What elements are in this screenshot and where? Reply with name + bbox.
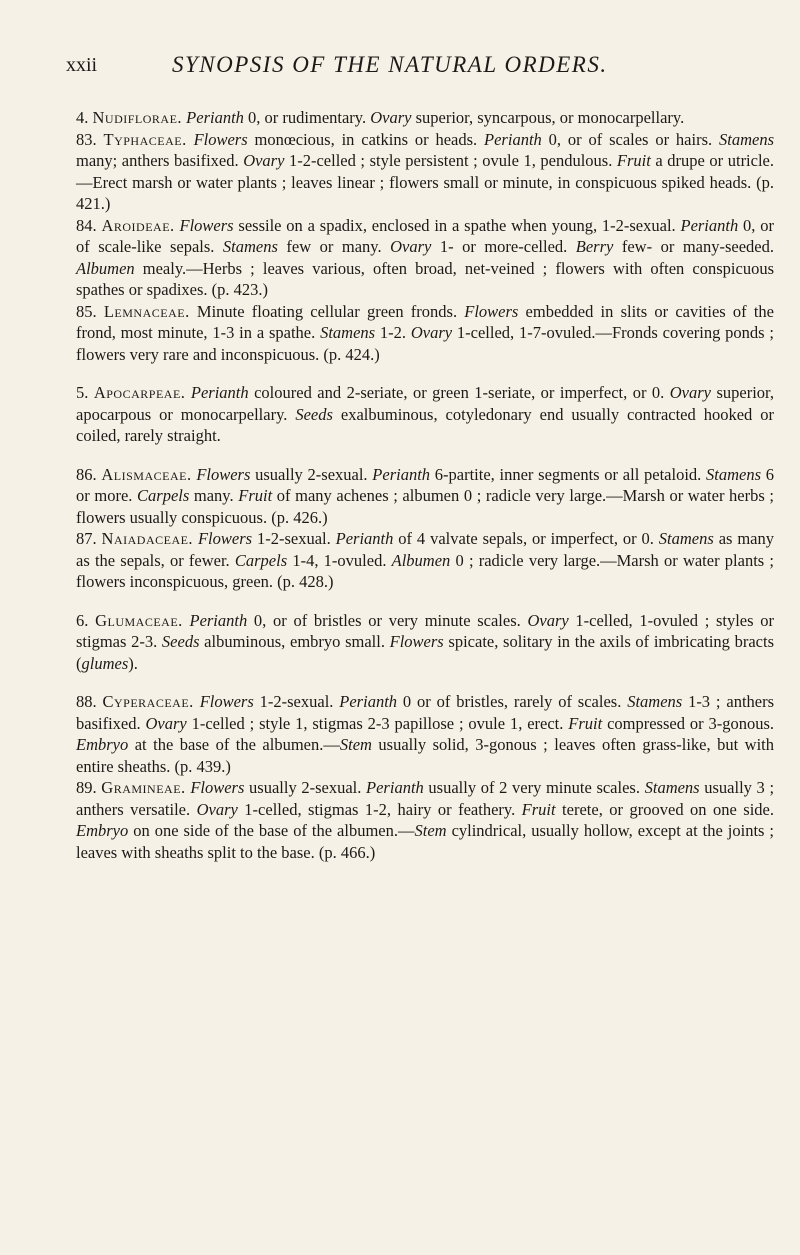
italic-term: Ovary [527, 610, 569, 630]
section-gap [76, 447, 774, 464]
italic-term: Flowers [464, 301, 519, 321]
italic-term: Stem [339, 735, 372, 754]
description-text: 1-3 ; anthers basifixed. [76, 692, 775, 733]
description-text: 1-celled ; style 1, stigmas 2-3 papillose ; ovule 1, erect. [186, 713, 569, 733]
italic-term: Stamens [627, 692, 683, 711]
order-entry [76, 107, 774, 129]
description-text: 6-partite, inner segments or all petaloid. [430, 464, 707, 484]
description-text: on one side of the base of the albumen.— [128, 821, 415, 840]
order-entry [76, 301, 774, 366]
order-entry [76, 528, 774, 593]
order-name: Apocarpeae. [93, 383, 186, 402]
description-text: few or many. [277, 237, 391, 256]
description-text: usually of 2 very minute scales. [423, 778, 645, 797]
order-name: Lemnaceae. [103, 301, 190, 321]
entry-number: 4. [76, 108, 89, 127]
description-text: ). [128, 653, 138, 673]
order-name: Cyperaceae. [102, 692, 194, 711]
italic-term: Fruit [616, 151, 651, 170]
italic-term: Stamens [719, 129, 774, 149]
order-name: Glumaceae. [95, 610, 183, 630]
italic-term: Flowers [190, 778, 245, 797]
description-text: coloured and 2-seriate, or green 1-seriate, or imperfect, or 0. [248, 383, 670, 402]
description-text: 1-celled, stigmas 1-2, hairy or feathery. [237, 799, 522, 819]
description-text: exalbuminous, cotyledonary end usually contracted hooked or coiled, rarely straight. [76, 404, 774, 445]
italic-term: Carpels [234, 550, 288, 570]
italic-term: Ovary [196, 799, 238, 819]
description-text: sessile on a spadix, enclosed in a spathe when young, 1-2-sexual. [233, 215, 681, 235]
description-text: Minute floating cellular green fronds. [196, 301, 465, 321]
italic-term: Carpels [137, 486, 190, 505]
order-entry [76, 129, 774, 215]
description-text: superior, apocarpous or monocarpellary. [76, 383, 774, 424]
italic-term: Perianth [484, 129, 542, 149]
italic-term: Flowers [199, 692, 254, 711]
entry-number: 86. [76, 464, 97, 484]
italic-term: Perianth [190, 383, 249, 402]
description-text: embedded in slits or cavities of the frond, most minute, 1-3 in a spathe. [76, 301, 775, 342]
description-text: albuminous, embryo small. [199, 632, 390, 651]
description-text: 1-2-sexual. [253, 692, 340, 711]
order-name: Naiadaceae. [101, 529, 194, 548]
description-text: a drupe or utricle.—Erect marsh or water plants ; leaves linear ; flowers small or minute, in conspicuous spiked heads. (p. 421.) [76, 151, 774, 213]
italic-term: Albumen [391, 550, 451, 570]
italic-term: Ovary [243, 151, 285, 170]
order-name: Aroideae. [101, 215, 175, 235]
order-entry [76, 215, 774, 301]
entry-number: 6. [76, 610, 89, 630]
italic-term: Perianth [186, 108, 244, 127]
italic-term: Embryo [76, 735, 129, 754]
order-entry [76, 464, 774, 529]
italic-term: Stem [414, 821, 447, 840]
order-name: Typhaceae. [103, 129, 187, 149]
description-text: compressed or 3-gonous. [602, 713, 774, 733]
section-gap [76, 593, 774, 610]
italic-term: Ovary [370, 108, 412, 127]
italic-term: Seeds [295, 404, 333, 424]
description-text: monœcious, in catkins or heads. [247, 129, 485, 149]
description-text: usually 2-sexual. [250, 464, 373, 484]
italic-term: glumes [81, 653, 129, 673]
description-text: many. [189, 486, 239, 505]
entry-number: 89. [76, 778, 97, 797]
description-text: 0 or of bristles, rarely of scales. [397, 692, 628, 711]
description-text: as many as the sepals, or fewer. [76, 529, 775, 570]
italic-term: Ovary [410, 323, 453, 342]
italic-term: Perianth [366, 778, 424, 797]
order-description [76, 216, 774, 300]
italic-term: Fruit [568, 713, 603, 733]
order-name: Alismaceae. [101, 464, 192, 484]
page-number: xxii [66, 54, 98, 76]
description-text: 1-4, 1-ovuled. [287, 550, 392, 570]
description-text: 1-2-celled ; style persistent ; ovule 1, pendulous. [284, 151, 617, 170]
italic-term: Perianth [339, 692, 398, 711]
italic-term: Berry [575, 237, 614, 256]
italic-term: Seeds [161, 632, 200, 651]
italic-term: Flowers [197, 529, 253, 548]
description-text: 1- or more-celled. [431, 237, 576, 256]
entry-number: 83. [76, 129, 97, 149]
description-text: usually 3 ; anthers versatile. [76, 778, 775, 819]
italic-term: Flowers [389, 632, 444, 651]
description-text: 0, or of scales or hairs. [541, 129, 719, 149]
description-text: 6 or more. [76, 464, 774, 505]
italic-term: Perianth [335, 529, 394, 548]
order-entry [76, 777, 774, 863]
description-text: 0 ; radicle very large.—Marsh or water plants ; flowers inconspicuous, green. (p. 428.) [76, 550, 774, 591]
italic-term: Fruit [238, 486, 273, 505]
entry-number: 85. [76, 301, 97, 321]
italic-term: Flowers [179, 215, 234, 235]
description-text: 0, or of scale-like sepals. [76, 215, 775, 256]
order-description [186, 108, 684, 127]
entry-number: 88. [76, 692, 97, 711]
italic-term: Embryo [76, 821, 129, 840]
description-text: 1-2-sexual. [252, 529, 336, 548]
section-gap [76, 674, 774, 691]
italic-term: Stamens [644, 778, 700, 797]
italic-term: Flowers [193, 129, 248, 149]
description-text: superior, syncarpous, or monocarpellary. [411, 108, 685, 127]
entry-number: 84. [76, 215, 97, 235]
running-title: SYNOPSIS OF THE NATURAL ORDERS. [172, 52, 608, 77]
description-text: 0, or of bristles or very minute scales. [247, 610, 528, 630]
italic-term: Ovary [669, 383, 711, 402]
italic-term: Albumen [76, 258, 135, 278]
order-entry [76, 382, 774, 447]
description-text: usually solid, 3-gonous ; leaves often grass-like, but with entire sheaths. (p. 439.) [76, 735, 774, 776]
order-name: Nudiflorae. [92, 108, 183, 127]
description-text: of 4 valvate sepals, or imperfect, or 0. [393, 529, 659, 548]
page-header [0, 52, 800, 88]
order-entry [76, 610, 774, 675]
entry-number: 87. [76, 529, 97, 548]
italic-term: Perianth [189, 610, 248, 630]
italic-term: Stamens [320, 323, 376, 342]
description-text: at the base of the albumen.— [128, 735, 340, 754]
description-text: 0, or rudimentary. [243, 108, 371, 127]
italic-term: Flowers [196, 464, 251, 484]
description-text: mealy.—Herbs ; leaves various, often broad, net-veined ; flowers with often conspicuous spathes or spadixes. (p. 423.) [76, 258, 774, 299]
description-text: 1-2. [375, 323, 411, 342]
description-text: many; anthers basifixed. [76, 151, 244, 170]
entry-number: 5. [76, 383, 89, 402]
synopsis-body [76, 107, 774, 863]
italic-term: Fruit [521, 799, 556, 819]
italic-term: Ovary [390, 237, 432, 256]
italic-term: Ovary [145, 713, 187, 733]
description-text: usually 2-sexual. [244, 778, 367, 797]
italic-term: Stamens [222, 237, 278, 256]
italic-term: Stamens [706, 464, 762, 484]
order-name: Gramineae. [101, 778, 186, 797]
section-gap [76, 365, 774, 382]
italic-term: Perianth [372, 464, 431, 484]
description-text: 1-celled, 1-ovuled ; styles or stigmas 2-3. [76, 610, 774, 651]
description-text: cylindrical, usually hollow, except at the joints ; leaves with sheaths split to the base. (p. 466.) [76, 821, 775, 862]
description-text: 1-celled, 1-7-ovuled.—Fronds covering ponds ; flowers very rare and inconspicuous. (p. 424.) [76, 323, 775, 364]
order-entry [76, 691, 774, 777]
description-text: terete, or grooved on one side. [555, 799, 774, 819]
italic-term: Perianth [680, 215, 739, 235]
italic-term: Stamens [658, 529, 714, 548]
description-text: few- or many-seeded. [613, 237, 774, 256]
description-text: of many achenes ; albumen 0 ; radicle very large.—Marsh or water herbs ; flowers usually conspicuous. (p. 426.) [76, 486, 774, 527]
description-text: spicate, solitary in the axils of imbricating bracts ( [76, 632, 774, 673]
